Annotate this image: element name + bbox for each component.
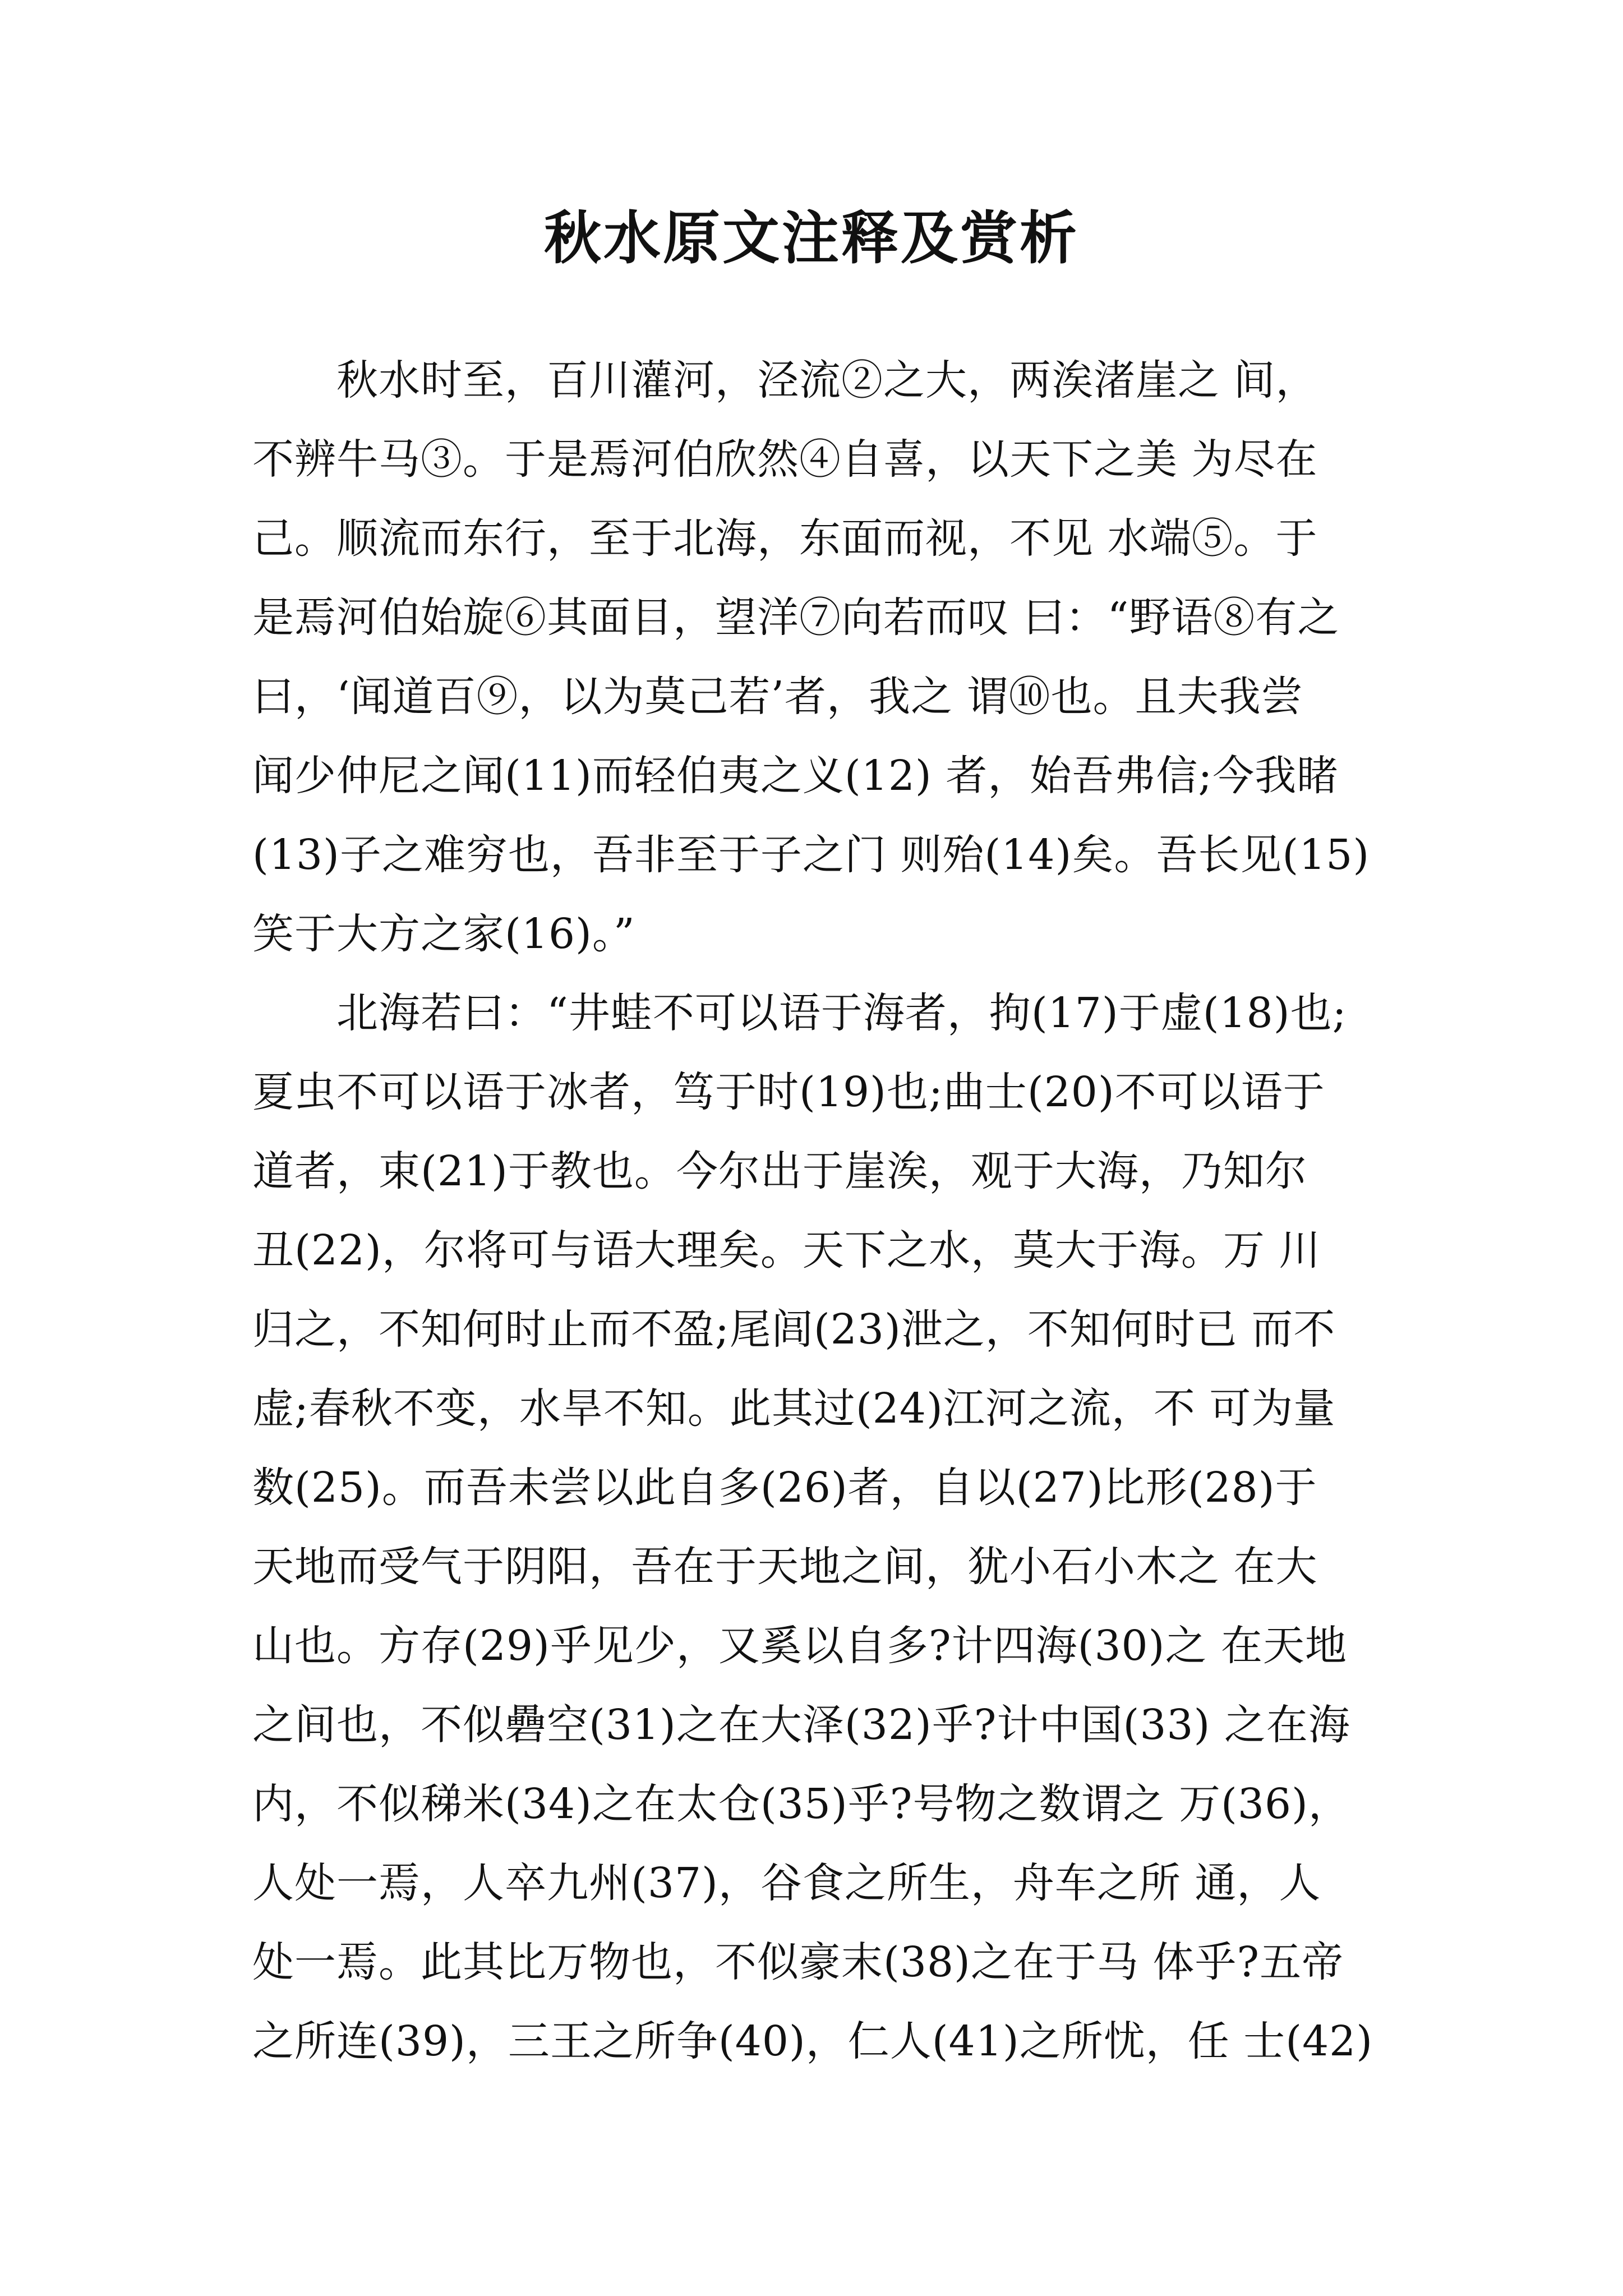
paragraph-1 [252, 341, 1402, 974]
text-line: 内，不似稊米(34)之在太仓(35)乎?号物之数谓之 万(36)， [252, 1780, 1350, 1828]
text-line: 闻少仲尼之闻(11)而轻伯夷之义(12) 者，始吾弗信;今我睹 [252, 752, 1339, 800]
text-line: 己。顺流而东行，至于北海，东面而视，不见 水端⑤。于 [252, 514, 1318, 563]
text-line: 数(25)。而吾未尝以此自多(26)者，自以(27)比形(28)于 [252, 1464, 1317, 1512]
text-line: 天地而受气于阴阳，吾在于天地之间，犹小石小木之 在大 [252, 1543, 1318, 1591]
paragraph-2 [252, 974, 1402, 2081]
text-line: 不辨牛马③。于是焉河伯欣然④自喜，以天下之美 为尽在 [252, 435, 1318, 484]
text-line: 人处一焉，人卒九州(37)，谷食之所生，舟车之所 通，人 [252, 1859, 1321, 1907]
text-line: 夏虫不可以语于冰者，笃于时(19)也;曲士(20)不可以语于 [252, 1068, 1325, 1116]
text-line: 之间也，不似礨空(31)之在大泽(32)乎?计中国(33) 之在海 [252, 1701, 1350, 1749]
text-line: 道者，束(21)于教也。今尔出于崖涘，观于大海，乃知尔 [252, 1147, 1307, 1195]
text-line: 处一焉。此其比万物也，不似豪末(38)之在于马 体乎?五帝 [252, 1938, 1344, 1986]
text-line: 虚;春秋不变，水旱不知。此其过(24)江河之流，不 可为量 [252, 1384, 1336, 1433]
text-line: 之所连(39)，三王之所争(40)，仁人(41)之所忧，任 士(42) [252, 2017, 1373, 2065]
text-line: 丑(22)，尔将可与语大理矣。天下之水，莫大于海。万 川 [252, 1226, 1321, 1274]
text-line: 山也。方存(29)乎见少，又奚以自多?计四海(30)之 在天地 [252, 1622, 1347, 1670]
text-line: 归之，不知何时止而不盈;尾闾(23)泄之，不知何时已 而不 [252, 1305, 1336, 1354]
text-line: 是焉河伯始旋⑥其面目，望洋⑦向若而叹 曰：“野语⑧有之 [252, 593, 1340, 642]
document-title: 秋水原文注释及赏析 [544, 205, 1079, 272]
text-line: (13)子之难穷也，吾非至于子之门 则殆(14)矣。吾长见(15) [252, 831, 1370, 879]
text-line: 笑于大方之家(16)。” [252, 910, 635, 958]
text-line: 北海若曰：“井蛙不可以语于海者，拘(17)于虚(18)也; [252, 989, 1347, 1037]
text-line: 秋水时至，百川灌河，泾流②之大，两涘渚崖之 间， [252, 356, 1318, 404]
text-line: 曰，‘闻道百⑨，以为莫己若’者，我之 谓⑩也。且夫我尝 [252, 673, 1303, 721]
document-body [252, 341, 1402, 2081]
